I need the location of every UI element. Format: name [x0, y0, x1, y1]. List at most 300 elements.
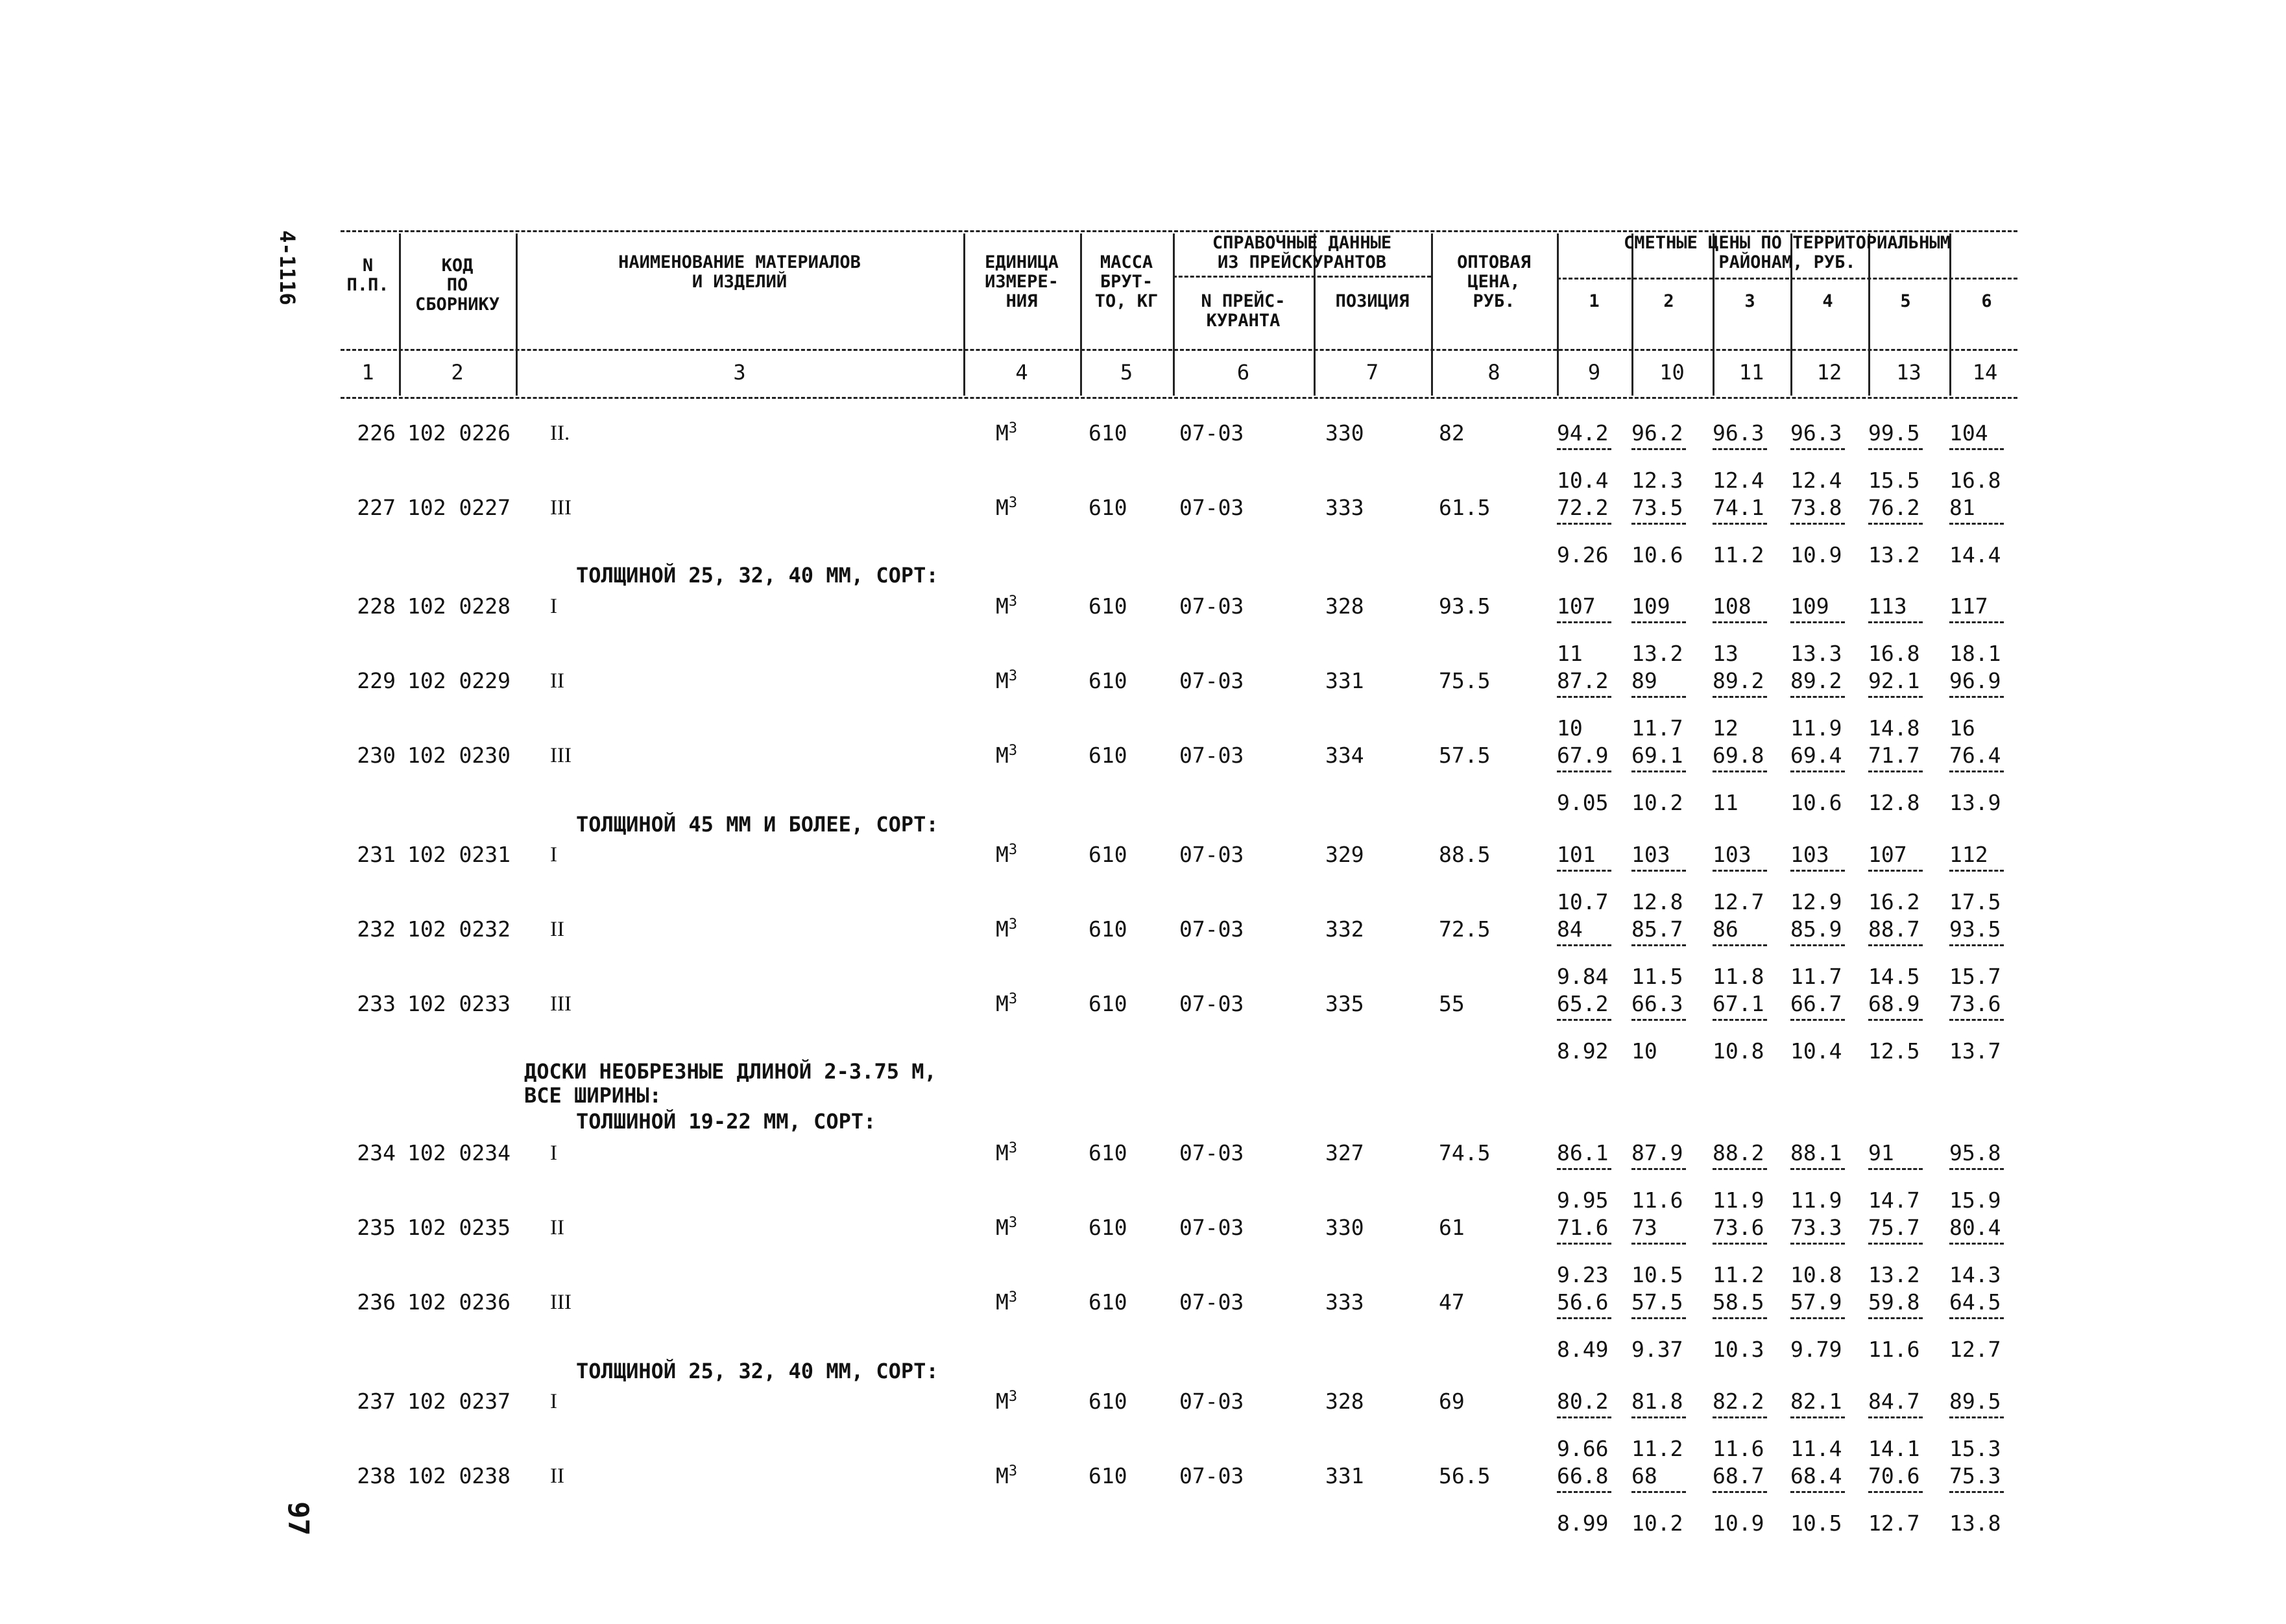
regional-transport-cost: 12.8	[1868, 790, 1920, 815]
regional-price: 57.9	[1790, 1289, 1842, 1315]
regional-price: 66.3	[1631, 991, 1683, 1016]
fraction-bar	[1557, 1243, 1611, 1245]
section-heading: ТОЛЩИНОЙ 45 ММ И БОЛЕЕ, СОРТ:	[576, 812, 939, 837]
regional-price: 76.2	[1868, 495, 1920, 520]
unit-exponent: 3	[1008, 1215, 1018, 1231]
fraction-bar	[1949, 770, 2004, 772]
unit-exponent: 3	[1008, 1140, 1018, 1156]
row-price-list: 07-03	[1179, 1389, 1244, 1414]
regional-transport-cost: 10.8	[1713, 1038, 1764, 1064]
row-wholesale: 61	[1439, 1215, 1465, 1240]
regional-price: 70.6	[1868, 1463, 1920, 1488]
regional-price: 87.9	[1631, 1140, 1683, 1165]
row-mass: 610	[1089, 1389, 1127, 1414]
regional-price: 99.5	[1868, 420, 1920, 446]
regional-transport-cost: 11.7	[1790, 964, 1842, 989]
fraction-bar	[1868, 770, 1923, 772]
regional-transport-cost: 11.2	[1713, 542, 1764, 567]
column-number-5: 5	[1120, 360, 1133, 385]
regional-transport-cost: 10.6	[1631, 542, 1683, 567]
header-region-1: 1	[1589, 291, 1600, 311]
regional-transport-cost: 10.4	[1790, 1038, 1842, 1064]
fraction-bar	[1949, 696, 2004, 698]
regional-price: 69.4	[1790, 743, 1842, 768]
regional-price: 69.1	[1631, 743, 1683, 768]
fraction-bar	[1557, 696, 1611, 698]
regional-transport-cost: 14.7	[1868, 1188, 1920, 1213]
regional-price: 57.5	[1631, 1289, 1683, 1315]
row-code: 102 0235	[407, 1215, 511, 1240]
regional-transport-cost: 9.05	[1557, 790, 1609, 815]
regional-transport-cost: 11.6	[1713, 1436, 1764, 1461]
fraction-bar	[1557, 770, 1611, 772]
unit-exponent: 3	[1008, 1463, 1018, 1479]
regional-price: 103	[1631, 842, 1670, 867]
row-price-list: 07-03	[1179, 420, 1244, 446]
regional-transport-cost: 11	[1713, 790, 1739, 815]
row-unit: $М^3$	[996, 495, 1018, 520]
regional-price: 117	[1949, 593, 1988, 619]
fraction-bar	[1790, 1168, 1845, 1170]
fraction-bar	[1631, 696, 1686, 698]
row-unit: $М^3$	[996, 1140, 1018, 1165]
regional-transport-cost: 10.2	[1631, 1511, 1683, 1536]
regional-price: 73.5	[1631, 495, 1683, 520]
regional-transport-cost: 9.95	[1557, 1188, 1609, 1213]
row-number: 236	[357, 1289, 396, 1315]
regional-price: 86	[1713, 916, 1739, 942]
row-number: 226	[357, 420, 396, 446]
row-number: 231	[357, 842, 396, 867]
fraction-bar	[1557, 523, 1611, 525]
regional-price: 113	[1868, 593, 1907, 619]
row-wholesale: 47	[1439, 1289, 1465, 1315]
regional-transport-cost: 14.4	[1949, 542, 2001, 567]
regional-transport-cost: 10.2	[1631, 790, 1683, 815]
row-wholesale: 74.5	[1439, 1140, 1491, 1165]
fraction-bar	[1949, 1243, 2004, 1245]
regional-price: 56.6	[1557, 1289, 1609, 1315]
row-unit: $М^3$	[996, 668, 1018, 693]
regional-price: 82.1	[1790, 1389, 1842, 1414]
fraction-bar	[1868, 870, 1923, 872]
fraction-bar	[1949, 448, 2004, 450]
row-name: I	[550, 843, 557, 866]
regional-transport-cost: 9.37	[1631, 1337, 1683, 1362]
regional-transport-cost: 13.2	[1631, 641, 1683, 666]
row-number: 232	[357, 916, 396, 942]
fraction-bar	[1790, 1317, 1845, 1319]
row-wholesale: 69	[1439, 1389, 1465, 1414]
ref-group-rule	[1173, 276, 1431, 278]
unit-exponent: 3	[1008, 1289, 1018, 1306]
section-heading: ТОЛЩИНОЙ 25, 32, 40 ММ, СОРТ:	[576, 563, 939, 588]
regional-price: 101	[1557, 842, 1596, 867]
regional-price: 75.3	[1949, 1463, 2001, 1488]
regional-transport-cost: 10	[1557, 715, 1583, 741]
regional-price: 73	[1631, 1215, 1657, 1240]
row-price-list: 07-03	[1179, 668, 1244, 693]
regional-price: 88.1	[1790, 1140, 1842, 1165]
row-mass: 610	[1089, 495, 1127, 520]
row-position: 328	[1325, 1389, 1364, 1414]
fraction-bar	[1631, 944, 1686, 946]
row-position: 335	[1325, 991, 1364, 1016]
unit-exponent: 3	[1008, 842, 1018, 858]
fraction-bar	[1557, 1491, 1611, 1493]
header-col-wholesale: ОПТОВАЯ ЦЕНА, РУБ.	[1457, 252, 1531, 311]
row-name: I	[550, 1390, 557, 1413]
row-mass: 610	[1089, 1463, 1127, 1488]
row-unit: $М^3$	[996, 420, 1018, 446]
regional-price: 73.6	[1713, 1215, 1764, 1240]
row-price-list: 07-03	[1179, 916, 1244, 942]
regional-price: 67.9	[1557, 743, 1609, 768]
regional-price: 71.7	[1868, 743, 1920, 768]
row-code: 102 0228	[407, 593, 511, 619]
regional-transport-cost: 13	[1713, 641, 1739, 666]
column-number-4: 4	[1015, 360, 1028, 385]
regional-transport-cost: 15.3	[1949, 1436, 2001, 1461]
regional-price: 75.7	[1868, 1215, 1920, 1240]
row-unit: $М^3$	[996, 1463, 1018, 1488]
regional-price: 95.8	[1949, 1140, 2001, 1165]
fraction-bar	[1868, 621, 1923, 623]
row-code: 102 0236	[407, 1289, 511, 1315]
regional-price: 89.2	[1713, 668, 1764, 693]
fraction-bar	[1713, 1317, 1767, 1319]
regional-price: 73.6	[1949, 991, 2001, 1016]
row-number: 235	[357, 1215, 396, 1240]
regional-price: 73.8	[1790, 495, 1842, 520]
regional-transport-cost: 11.4	[1790, 1436, 1842, 1461]
row-price-list: 07-03	[1179, 1463, 1244, 1488]
fraction-bar	[1868, 1317, 1923, 1319]
row-wholesale: 61.5	[1439, 495, 1491, 520]
row-unit: $М^3$	[996, 1389, 1018, 1414]
header-region-2: 2	[1663, 291, 1674, 311]
row-position: 328	[1325, 593, 1364, 619]
unit-exponent: 3	[1008, 743, 1018, 759]
section-heading: ТОЛШИНОЙ 19-22 ММ, СОРТ:	[576, 1109, 876, 1134]
row-position: 329	[1325, 842, 1364, 867]
fraction-bar	[1949, 944, 2004, 946]
row-mass: 610	[1089, 420, 1127, 446]
fraction-bar	[1868, 1019, 1923, 1021]
row-name: II	[550, 669, 564, 693]
row-code: 102 0237	[407, 1389, 511, 1414]
fraction-bar	[1949, 1019, 2004, 1021]
row-code: 102 0226	[407, 420, 511, 446]
regional-price: 65.2	[1557, 991, 1609, 1016]
regional-price: 59.8	[1868, 1289, 1920, 1315]
row-wholesale: 82	[1439, 420, 1465, 446]
regional-transport-cost: 12.3	[1631, 468, 1683, 493]
unit-exponent: 3	[1008, 495, 1018, 511]
unit-exponent: 3	[1008, 1389, 1018, 1405]
fraction-bar	[1713, 1243, 1767, 1245]
regional-price: 68.7	[1713, 1463, 1764, 1488]
regional-transport-cost: 11.6	[1631, 1188, 1683, 1213]
fraction-bar	[1557, 1317, 1611, 1319]
regional-transport-cost: 11	[1557, 641, 1583, 666]
row-position: 333	[1325, 1289, 1364, 1315]
row-number: 229	[357, 668, 396, 693]
header-bottom-rule	[341, 349, 2017, 351]
row-name: II	[550, 1464, 564, 1488]
row-unit: $М^3$	[996, 1289, 1018, 1315]
row-name: III	[550, 1291, 572, 1314]
column-number-8: 8	[1487, 360, 1500, 385]
regional-transport-cost: 10.4	[1557, 468, 1609, 493]
fraction-bar	[1790, 1019, 1845, 1021]
fraction-bar	[1557, 870, 1611, 872]
regional-transport-cost: 16.8	[1949, 468, 2001, 493]
regional-transport-cost: 12.9	[1790, 889, 1842, 914]
row-price-list: 07-03	[1179, 1140, 1244, 1165]
regional-transport-cost: 12.7	[1868, 1511, 1920, 1536]
regional-transport-cost: 10.5	[1631, 1262, 1683, 1287]
regional-price: 91	[1868, 1140, 1894, 1165]
header-region-3: 3	[1744, 291, 1755, 311]
regional-transport-cost: 10.5	[1790, 1511, 1842, 1536]
fraction-bar	[1713, 770, 1767, 772]
regional-transport-cost: 11.2	[1713, 1262, 1764, 1287]
column-number-6: 6	[1236, 360, 1250, 385]
regional-transport-cost: 11.9	[1713, 1188, 1764, 1213]
regional-transport-cost: 13.2	[1868, 1262, 1920, 1287]
row-name: III	[550, 992, 572, 1016]
row-mass: 610	[1089, 991, 1127, 1016]
row-code: 102 0233	[407, 991, 511, 1016]
row-price-list: 07-03	[1179, 593, 1244, 619]
row-position: 330	[1325, 420, 1364, 446]
header-col-number: N П.П.	[346, 256, 389, 295]
regional-transport-cost: 12	[1713, 715, 1739, 741]
row-mass: 610	[1089, 842, 1127, 867]
row-position: 330	[1325, 1215, 1364, 1240]
regional-price: 96.3	[1790, 420, 1842, 446]
regional-price: 93.5	[1949, 916, 2001, 942]
row-unit: $М^3$	[996, 743, 1018, 768]
regional-price: 96.2	[1631, 420, 1683, 446]
regional-transport-cost: 10.8	[1790, 1262, 1842, 1287]
column-number-3: 3	[733, 360, 746, 385]
fraction-bar	[1631, 1019, 1686, 1021]
row-name: III	[550, 744, 572, 767]
fraction-bar	[1631, 770, 1686, 772]
regional-transport-cost: 9.66	[1557, 1436, 1609, 1461]
regional-price: 64.5	[1949, 1289, 2001, 1315]
fraction-bar	[1949, 621, 2004, 623]
regional-transport-cost: 14.5	[1868, 964, 1920, 989]
price-group-rule	[1557, 278, 2017, 280]
regional-transport-cost: 10	[1631, 1038, 1657, 1064]
regional-transport-cost: 11.6	[1868, 1337, 1920, 1362]
row-mass: 610	[1089, 593, 1127, 619]
regional-price: 72.2	[1557, 495, 1609, 520]
regional-price: 88.2	[1713, 1140, 1764, 1165]
fraction-bar	[1557, 1416, 1611, 1418]
regional-price: 104	[1949, 420, 1988, 446]
regional-transport-cost: 15.5	[1868, 468, 1920, 493]
fraction-bar	[1790, 870, 1845, 872]
row-unit: $М^3$	[996, 916, 1018, 942]
row-code: 102 0227	[407, 495, 511, 520]
row-position: 334	[1325, 743, 1364, 768]
regional-price: 85.7	[1631, 916, 1683, 942]
column-number-9: 9	[1587, 360, 1601, 385]
fraction-bar	[1790, 448, 1845, 450]
fraction-bar	[1713, 870, 1767, 872]
regional-transport-cost: 13.3	[1790, 641, 1842, 666]
column-number-12: 12	[1816, 360, 1842, 385]
row-code: 102 0232	[407, 916, 511, 942]
fraction-bar	[1557, 1168, 1611, 1170]
regional-transport-cost: 12.4	[1713, 468, 1764, 493]
regional-transport-cost: 12.7	[1713, 889, 1764, 914]
row-unit: $М^3$	[996, 991, 1018, 1016]
fraction-bar	[1713, 448, 1767, 450]
unit-exponent: 3	[1008, 420, 1018, 436]
fraction-bar	[1949, 1416, 2004, 1418]
row-wholesale: 93.5	[1439, 593, 1491, 619]
regional-transport-cost: 9.23	[1557, 1262, 1609, 1287]
row-number: 234	[357, 1140, 396, 1165]
regional-transport-cost: 10.6	[1790, 790, 1842, 815]
unit-exponent: 3	[1008, 593, 1018, 610]
regional-transport-cost: 11.8	[1713, 964, 1764, 989]
regional-price: 86.1	[1557, 1140, 1609, 1165]
margin-code: 4-1116	[275, 230, 300, 305]
regional-price: 109	[1631, 593, 1670, 619]
header-region-5: 5	[1900, 291, 1911, 311]
regional-transport-cost: 15.7	[1949, 964, 2001, 989]
column-number-1: 1	[361, 360, 374, 385]
fraction-bar	[1868, 1168, 1923, 1170]
fraction-bar	[1868, 448, 1923, 450]
row-mass: 610	[1089, 916, 1127, 942]
regional-transport-cost: 8.92	[1557, 1038, 1609, 1064]
regional-price: 84	[1557, 916, 1583, 942]
header-top-rule	[341, 230, 2017, 232]
fraction-bar	[1790, 944, 1845, 946]
fraction-bar	[1631, 1416, 1686, 1418]
row-code: 102 0230	[407, 743, 511, 768]
regional-transport-cost: 14.1	[1868, 1436, 1920, 1461]
row-wholesale: 72.5	[1439, 916, 1491, 942]
row-price-list: 07-03	[1179, 991, 1244, 1016]
header-col-name: НАИМЕНОВАНИЕ МАТЕРИАЛОВ И ИЗДЕЛИЙ	[618, 252, 861, 292]
fraction-bar	[1713, 944, 1767, 946]
regional-price: 92.1	[1868, 668, 1920, 693]
regional-price: 58.5	[1713, 1289, 1764, 1315]
fraction-bar	[1631, 1168, 1686, 1170]
regional-price: 89	[1631, 668, 1657, 693]
fraction-bar	[1631, 523, 1686, 525]
column-number-10: 10	[1659, 360, 1685, 385]
regional-price: 76.4	[1949, 743, 2001, 768]
fraction-bar	[1631, 870, 1686, 872]
fraction-bar	[1790, 1243, 1845, 1245]
regional-price: 96.3	[1713, 420, 1764, 446]
row-number: 233	[357, 991, 396, 1016]
column-number-7: 7	[1366, 360, 1379, 385]
regional-price: 108	[1713, 593, 1751, 619]
regional-price: 71.6	[1557, 1215, 1609, 1240]
regional-price: 84.7	[1868, 1389, 1920, 1414]
regional-price: 107	[1868, 842, 1907, 867]
fraction-bar	[1868, 944, 1923, 946]
regional-price: 82.2	[1713, 1389, 1764, 1414]
fraction-bar	[1949, 870, 2004, 872]
regional-transport-cost: 13.8	[1949, 1511, 2001, 1536]
row-code: 102 0229	[407, 668, 511, 693]
row-wholesale: 88.5	[1439, 842, 1491, 867]
unit-exponent: 3	[1008, 991, 1018, 1007]
header-col-unit: ЕДИНИЦА ИЗМЕРЕ- НИЯ	[985, 252, 1059, 311]
regional-price: 89.5	[1949, 1389, 2001, 1414]
row-price-list: 07-03	[1179, 1289, 1244, 1315]
fraction-bar	[1713, 523, 1767, 525]
regional-price: 68.9	[1868, 991, 1920, 1016]
regional-transport-cost: 11.9	[1790, 715, 1842, 741]
fraction-bar	[1949, 1168, 2004, 1170]
regional-transport-cost: 9.79	[1790, 1337, 1842, 1362]
row-number: 230	[357, 743, 396, 768]
row-name: I	[550, 1141, 557, 1165]
fraction-bar	[1557, 1019, 1611, 1021]
regional-transport-cost: 15.9	[1949, 1188, 2001, 1213]
fraction-bar	[1631, 1317, 1686, 1319]
regional-transport-cost: 18.1	[1949, 641, 2001, 666]
column-number-11: 11	[1739, 360, 1764, 385]
fraction-bar	[1631, 621, 1686, 623]
header-col-mass: МАССА БРУТ- ТО, КГ	[1094, 252, 1159, 311]
regional-price: 85.9	[1790, 916, 1842, 942]
regional-transport-cost: 8.99	[1557, 1511, 1609, 1536]
fraction-bar	[1631, 448, 1686, 450]
section-heading: ДОСКИ НЕОБРЕЗНЫЕ ДЛИНОЙ 2-3.75 М,	[524, 1059, 937, 1084]
regional-transport-cost: 11.7	[1631, 715, 1683, 741]
row-number: 227	[357, 495, 396, 520]
row-position: 327	[1325, 1140, 1364, 1165]
row-name: I	[550, 595, 557, 618]
regional-transport-cost: 11.9	[1790, 1188, 1842, 1213]
regional-price: 109	[1790, 593, 1829, 619]
regional-price: 66.7	[1790, 991, 1842, 1016]
regional-transport-cost: 13.7	[1949, 1038, 2001, 1064]
header-col-code: КОД ПО СБОРНИКУ	[415, 256, 500, 315]
row-name: II	[550, 1216, 564, 1239]
fraction-bar	[1868, 1243, 1923, 1245]
fraction-bar	[1713, 1491, 1767, 1493]
row-unit: $М^3$	[996, 842, 1018, 867]
fraction-bar	[1790, 770, 1845, 772]
row-position: 332	[1325, 916, 1364, 942]
regional-transport-cost: 13.9	[1949, 790, 2001, 815]
fraction-bar	[1713, 696, 1767, 698]
row-number: 237	[357, 1389, 396, 1414]
row-mass: 610	[1089, 1215, 1127, 1240]
unit-exponent: 3	[1008, 916, 1018, 933]
fraction-bar	[1557, 448, 1611, 450]
header-region-4: 4	[1822, 291, 1833, 311]
fraction-bar	[1713, 1168, 1767, 1170]
column-number-13: 13	[1896, 360, 1921, 385]
regional-transport-cost: 10.9	[1713, 1511, 1764, 1536]
regional-transport-cost: 16.2	[1868, 889, 1920, 914]
